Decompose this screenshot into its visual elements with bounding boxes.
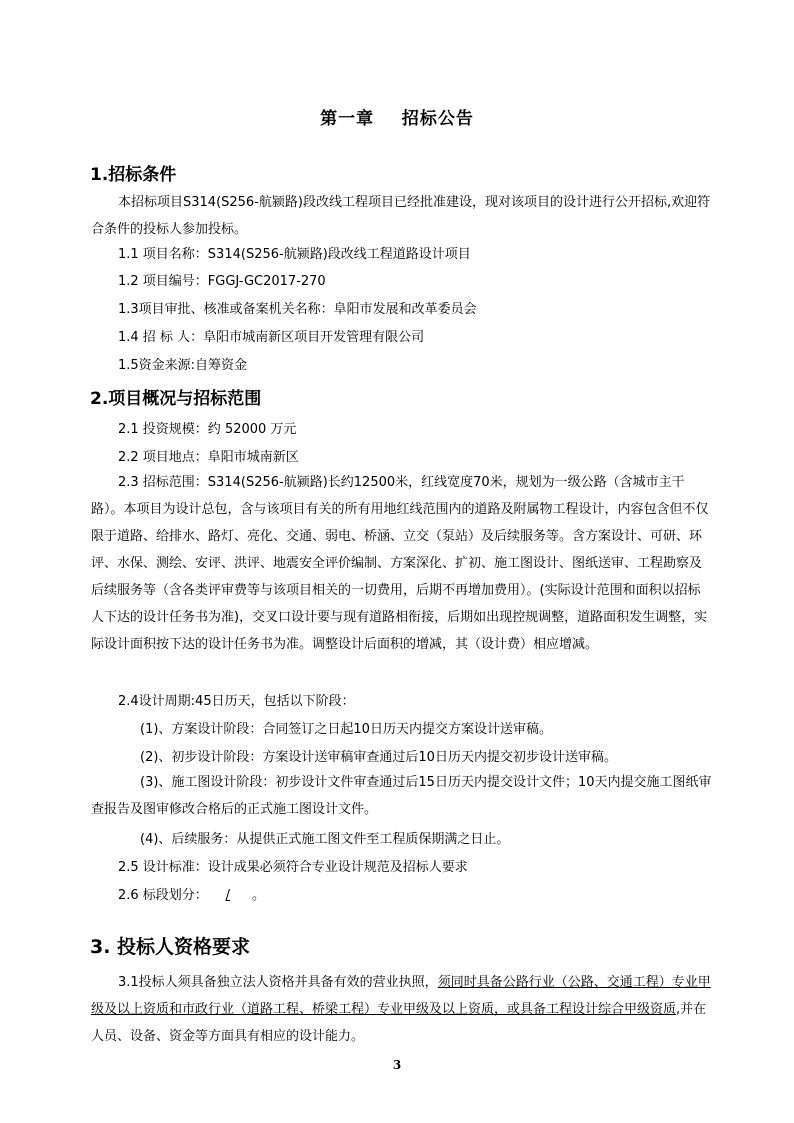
- item-3-1-qualification: 须同时具备公路行业（公路、交通工程）专业甲级及以上资质和市政行业（道路工程、桥梁工程）专业甲级及以上资质，或具备工程设计综合甲级资质: [91, 975, 711, 1017]
- item-3-1-lead: 3.1投标人须具备独立法人资格并具备有效的营业执照，: [118, 975, 438, 990]
- item-2-2: 2.2 项目地点：阜阳市城南新区: [118, 450, 299, 465]
- section-2-heading: 2.项目概况与招标范围: [90, 389, 262, 409]
- section-1-intro: 本招标项目S314(S256-航颍路)段改线工程项目已经批准建设，现对该项目的设计进行公开招标,欢迎符合条件的投标人参加投标。: [91, 195, 711, 237]
- item-2-6-label: 2.6 标段划分：: [118, 888, 208, 903]
- item-2-3: 2.3 招标范围：S314(S256-航颍路)长约12500米，红线宽度70米，规划为一级公路（含城市主干路）。本项目为设计总包，含与该项目有关的所有用地红线范围内的道路及附属物工程设计，内容包含但不仅限于道路、给排水、路灯、亮化、交通、弱电、桥涵、立交（泵站）及后续服务等。含方案设计、可研、环评、水保、测绘、安评、洪评、地震安全评价编制、方案深化、扩初、施工图设计、图纸送审、工程勘察及后续服务等（含各类评审费等与该项目相关的一切费用，后期不再增加费用）。(实际设计范围和面积以招标人下达的设计任务书为准)，交叉口设计要与现有道路相衔接，后期如出现控规调整，道路面积发生调整，实际设计面积按下达的设计任务书为准。调整设计后面积的增减，其（设计费）相应增减。: [91, 475, 709, 652]
- item-3-1: [91, 969, 713, 1050]
- section-1-heading: 1.招标条件: [90, 165, 177, 185]
- item-2-1: 2.1 投资规模：约 52000 万元: [118, 422, 297, 437]
- phase-2: (2)、初步设计阶段：方案设计送审稿审查通过后10日历天内提交初步设计送审稿。: [140, 750, 617, 765]
- item-2-5: 2.5 设计标准：设计成果必须符合专业设计规范及招标人要求: [118, 860, 468, 875]
- phase-1: (1)、方案设计阶段：合同签订之日起10日历天内提交方案设计送审稿。: [140, 722, 552, 737]
- item-2-6-value: /: [225, 888, 230, 903]
- item-1-4: 1.4 招 标 人：阜阳市城南新区项目开发管理有限公司: [118, 330, 425, 345]
- chapter-title: 第一章 招标公告: [320, 109, 474, 129]
- item-1-5: 1.5资金来源:自筹资金: [118, 358, 248, 373]
- phase-4: (4)、后续服务：从提供正式施工图文件至工程质保期满之日止。: [140, 832, 510, 847]
- item-1-3: 1.3项目审批、核准或备案机关名称：阜阳市发展和改革委员会: [118, 302, 477, 317]
- item-1-2: 1.2 项目编号：FGGJ-GC2017-270: [118, 274, 326, 289]
- item-2-6: [118, 886, 265, 906]
- page-number: 3: [392, 1058, 402, 1072]
- item-1-1: 1.1 项目名称：S314(S256-航颍路)段改线工程道路设计项目: [118, 247, 471, 262]
- phase-3: (3)、施工图设计阶段：初步设计文件审查通过后15日历天内提交设计文件；10天内提交施工图纸审查报告及图审修改合格后的正式施工图设计文件。: [91, 775, 712, 817]
- item-2-4: 2.4设计周期:45日历天，包括以下阶段：: [118, 694, 355, 709]
- item-2-6-suffix: 。: [247, 888, 265, 903]
- item-3-1-tail: ,并在人员、设备、资金等方面具有相应的设计能力。: [91, 1002, 707, 1044]
- section-3-heading: 3. 投标人资格要求: [90, 936, 251, 958]
